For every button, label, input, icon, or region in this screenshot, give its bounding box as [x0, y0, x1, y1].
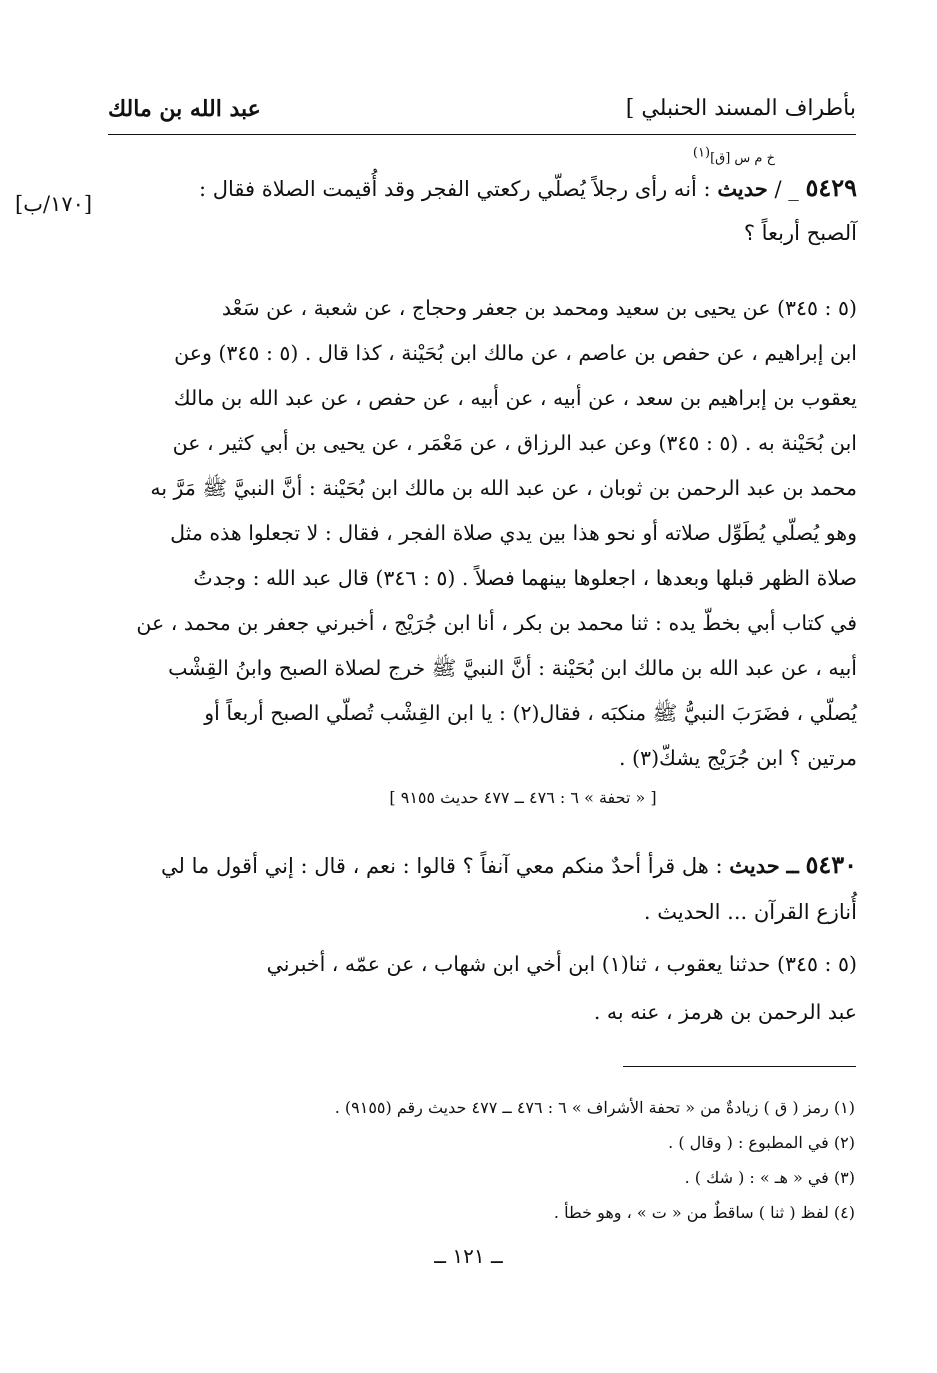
hadith-5429	[15, 145, 857, 255]
manuscript-folio-marker: [١٧٠/ب]	[15, 192, 93, 216]
rumuz-text: خ م س [ق]	[710, 151, 775, 166]
text-line: عبد الرحمن بن هرمز ، عنه به .	[593, 1000, 857, 1024]
hadith-5430	[109, 842, 857, 935]
hadith-dash: ــ	[786, 853, 799, 878]
text-line: وهو يُصلّي يُطَوِّل صلاته أو نحو هذا بين يدي صلاة الفجر ، فقال : لا تجعلوا هذه مثل	[170, 521, 857, 545]
text-line: ابن إبراهيم ، عن حفص بن عاصم ، عن مالك ابن بُحَيْنة ، كذا قال . (٥ : ٣٤٥) وعن	[174, 341, 857, 365]
text-line: مرتين ؟ ابن جُرَيْج يشكّ(٣) .	[619, 746, 857, 770]
hadith-matn-line2: أُنازع القرآن ... الحديث .	[643, 900, 857, 924]
footnote-rule	[623, 1066, 856, 1067]
text-line: أبيه ، عن عبد الله بن مالك ابن بُحَيْنة : أنَّ النبيَّ ﷺ خرج لصلاة الصبح وابنُ القِشْب	[168, 656, 857, 680]
book-title: بأطراف المسند الحنبلي ]	[625, 96, 856, 121]
text-line: صلاة الظهر قبلها وبعدها ، اجعلوها بينهما فصلاً . (٥ : ٣٤٦) قال عبد الله : وجدتُ	[193, 566, 857, 590]
isnad-block-1	[109, 286, 857, 781]
hadith-dash: _ /	[774, 177, 799, 201]
header-rule	[108, 134, 856, 135]
footnote-4: (٤) لفظ ( ثنا ) ساقطٌ من « ت » ، وهو خطأ .	[553, 1203, 855, 1222]
footnote-1: (١) رمز ( ق ) زيادةٌ من « تحفة الأشراف » ٦ : ٤٧٦ ــ ٤٧٧ حديث رقم (٩١٥٥) .	[334, 1098, 855, 1117]
footnote-2: (٢) في المطبوع : ( وقال ) .	[668, 1133, 855, 1152]
tuhfa-reference: [ « تحفة » ٦ : ٤٧٦ ــ ٤٧٧ حديث ٩١٥٥ ]	[389, 788, 657, 807]
text-line: ابن بُحَيْنة به . (٥ : ٣٤٥) وعن عبد الرزاق ، عن مَعْمَر ، عن يحيى بن أبي كثير ، عن	[172, 431, 857, 455]
isnad-block-2	[109, 940, 857, 1036]
text-line: يعقوب بن إبراهيم بن سعد ، عن أبيه ، عن أبيه ، عن حفص ، عن عبد الله بن مالك	[173, 386, 857, 410]
rumuz-symbols	[692, 145, 775, 166]
text-line: (٥ : ٣٤٥) عن يحيى بن سعيد ومحمد بن جعفر وحجاج ، عن شعبة ، عن سَعْد	[221, 296, 857, 320]
hadith-label: حديث	[717, 176, 768, 201]
text-line: محمد بن عبد الرحمن بن ثوبان ، عن عبد الله بن مالك ابن بُحَيْنة : أنَّ النبيَّ ﷺ مَرَّ به	[150, 476, 857, 500]
footnote-ref-1: (١)	[692, 145, 711, 161]
hadith-matn-line1: : أنه رأى رجلاً يُصلّي ركعتي الفجر وقد أُقيمت الصلاة فقال :	[198, 177, 711, 201]
hadith-heading-line	[109, 842, 857, 889]
footnote-3: (٣) في « هـ » : ( شك ) .	[684, 1168, 855, 1187]
section-title: عبد الله بن مالك	[108, 96, 261, 122]
running-header	[108, 96, 856, 130]
text-line: يُصلّي ، فضَرَبَ النبيُّ ﷺ منكبَه ، فقال(٢) : يا ابن القِشْب تُصلّي الصبح أربعاً أو	[204, 701, 857, 725]
hadith-heading-line	[77, 166, 857, 211]
hadith-matn-line2: آلصبح أربعاً ؟	[743, 221, 857, 245]
text-line: (٥ : ٣٤٥) حدثنا يعقوب ، ثنا(١) ابن أخي ابن شهاب ، عن عمّه ، أخبرني	[266, 952, 857, 976]
text-line: في كتاب أبي بخطّ يده : ثنا محمد بن بكر ، أنا ابن جُرَيْج ، أخبرني جعفر بن محمد ، عن	[136, 611, 857, 635]
hadith-number: ٥٤٣٠	[805, 850, 857, 879]
hadith-label: حديث	[729, 853, 780, 878]
hadith-matn-line1: : هل قرأ أحدٌ منكم معي آنفاً ؟ قالوا : نعم ، قال : إني أقول ما لي	[161, 854, 723, 878]
footnotes	[155, 1090, 855, 1230]
hadith-number: ٥٤٢٩	[805, 173, 857, 202]
page-number: ــ ١٢١ ــ	[434, 1244, 503, 1268]
